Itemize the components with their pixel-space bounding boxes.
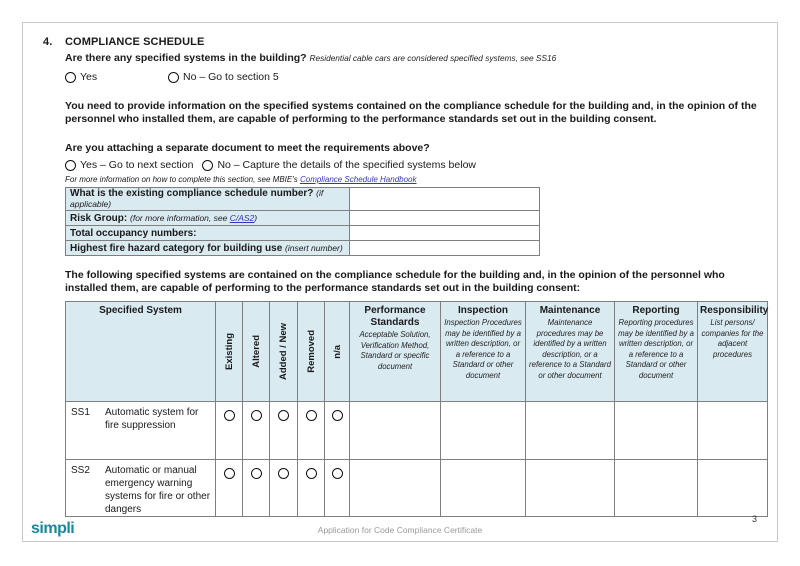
col-responsibility: Responsibility List persons/ companies for the adjacent procedures	[698, 302, 768, 402]
risk-group-field[interactable]	[350, 211, 540, 226]
ss2-na-radio[interactable]	[325, 460, 350, 517]
section-title: COMPLIANCE SCHEDULE	[65, 36, 205, 48]
col-added-new: Added / New	[270, 302, 298, 402]
section-heading	[43, 36, 777, 48]
q2-option-no[interactable]	[202, 159, 476, 171]
ss2-inspection-field[interactable]	[441, 460, 526, 517]
question-attaching-document: Are you attaching a separate document to meet the requirements above?	[65, 142, 430, 154]
ss2-responsibility-field[interactable]	[698, 460, 768, 517]
radio-icon[interactable]	[278, 468, 289, 479]
ss1-added-new-radio[interactable]	[270, 402, 298, 460]
row-label: Total occupancy numbers:	[70, 227, 197, 239]
col-specified-system: Specified System	[66, 302, 216, 402]
compliance-details-table	[65, 187, 540, 256]
specified-systems-table	[65, 301, 768, 517]
radio-icon[interactable]	[332, 468, 343, 479]
radio-icon[interactable]	[278, 410, 289, 421]
intro-paragraph: You need to provide information on the specified systems contained on the compliance schedule for the building and, in the opinion of the personnel who installed them, are capable of performing to the performance standards set out in the building consent.	[65, 100, 757, 125]
info-note-text: For more information on how to complete this section, see MBIE's	[65, 175, 300, 184]
ss2-maintenance-field[interactable]	[526, 460, 615, 517]
ss2-code: SS2	[71, 465, 90, 476]
ss1-responsibility-field[interactable]	[698, 402, 768, 460]
q1-options	[65, 71, 777, 83]
row-label: What is the existing compliance schedule number?	[70, 188, 314, 199]
col-na: n/a	[325, 302, 350, 402]
col-existing: Existing	[216, 302, 243, 402]
form-page	[22, 22, 778, 542]
table-row	[66, 241, 540, 256]
question-note: Residential cable cars are considered specified systems, see SS16	[309, 53, 557, 63]
q2-no-label: No – Capture the details of the specified systems below	[217, 159, 476, 171]
mbie-info-note	[65, 175, 777, 184]
col-performance-standards: Performance Standards Acceptable Solution, Verification Method, Standard or specific document	[350, 302, 441, 402]
row-note: (for more information, see	[130, 212, 230, 223]
table-header-row	[66, 302, 768, 402]
section-number: 4.	[43, 36, 53, 48]
radio-icon[interactable]	[306, 410, 317, 421]
col-altered: Altered	[243, 302, 270, 402]
q2-option-yes[interactable]	[65, 159, 193, 171]
total-occupancy-label	[66, 226, 350, 241]
ss2-existing-radio[interactable]	[216, 460, 243, 517]
total-occupancy-field[interactable]	[350, 226, 540, 241]
row-note: (if applicable)	[70, 188, 324, 209]
radio-icon[interactable]	[251, 410, 262, 421]
fire-hazard-category-label	[66, 241, 350, 256]
radio-icon[interactable]	[224, 410, 235, 421]
ss1-maintenance-field[interactable]	[526, 402, 615, 460]
ss1-inspection-field[interactable]	[441, 402, 526, 460]
table-row	[66, 226, 540, 241]
existing-schedule-number-field[interactable]	[350, 188, 540, 211]
radio-no-icon[interactable]	[202, 160, 213, 171]
table-row	[66, 211, 540, 226]
footer-document-title: Application for Code Compliance Certificate	[317, 525, 483, 535]
existing-schedule-number-label	[66, 188, 350, 211]
question-text: Are there any specified systems in the building?	[65, 52, 307, 64]
ss2-removed-radio[interactable]	[298, 460, 325, 517]
radio-no-icon[interactable]	[168, 72, 179, 83]
col-maintenance: Maintenance Maintenance procedures may be identified by a written description, or a reference to a Standard or other document	[526, 302, 615, 402]
q2-yes-label: Yes – Go to next section	[80, 159, 194, 171]
table-row-ss1	[66, 402, 768, 460]
ss1-altered-radio[interactable]	[243, 402, 270, 460]
radio-yes-icon[interactable]	[65, 160, 76, 171]
ss1-reporting-field[interactable]	[615, 402, 698, 460]
ss1-na-radio[interactable]	[325, 402, 350, 460]
ss1-name: Automatic system for fire suppression	[105, 407, 199, 431]
compliance-schedule-handbook-link[interactable]: Compliance Schedule Handbook	[299, 175, 417, 184]
ss2-added-new-radio[interactable]	[270, 460, 298, 517]
row-label: Highest fire hazard category for building use	[70, 242, 283, 254]
table-row	[66, 188, 540, 211]
q1-no-label: No – Go to section 5	[183, 71, 279, 83]
radio-icon[interactable]	[251, 468, 262, 479]
col-inspection: Inspection Inspection Procedures may be identified by a written description, or a reference to a Standard or other document	[441, 302, 526, 402]
table-row-ss2	[66, 460, 768, 517]
col-removed: Removed	[298, 302, 325, 402]
q1-option-no[interactable]	[168, 71, 279, 83]
ss1-code: SS1	[71, 407, 90, 418]
ss2-altered-radio[interactable]	[243, 460, 270, 517]
question-specified-systems	[65, 52, 777, 64]
radio-icon[interactable]	[224, 468, 235, 479]
row-note: (insert number)	[285, 242, 343, 253]
ss1-removed-radio[interactable]	[298, 402, 325, 460]
risk-group-label	[66, 211, 350, 226]
ss2-reporting-field[interactable]	[615, 460, 698, 517]
col-reporting: Reporting Reporting procedures may be identified by a written description, or a reference to a Standard or other document	[615, 302, 698, 402]
ss1-label-cell	[66, 402, 216, 460]
row-label: Risk Group:	[70, 212, 128, 224]
ss1-performance-standards-field[interactable]	[350, 402, 441, 460]
q1-option-yes[interactable]	[65, 71, 168, 83]
ss2-performance-standards-field[interactable]	[350, 460, 441, 517]
ss2-name: Automatic or manual emergency warning systems for fire or other dangers	[105, 465, 211, 515]
cas2-link[interactable]: C/AS2	[229, 212, 255, 223]
ss1-existing-radio[interactable]	[216, 402, 243, 460]
simpli-logo: simpli	[31, 520, 75, 537]
radio-icon[interactable]	[332, 410, 343, 421]
ss2-label-cell	[66, 460, 216, 517]
q2-options	[65, 159, 777, 171]
page-number: 3	[751, 514, 757, 524]
fire-hazard-category-field[interactable]	[350, 241, 540, 256]
radio-yes-icon[interactable]	[65, 72, 76, 83]
radio-icon[interactable]	[306, 468, 317, 479]
systems-intro-paragraph: The following specified systems are contained on the compliance schedule for the building and, in the opinion of the personnel who installed them, are capable of performing to the performance standards set out in the building consent:	[65, 269, 725, 294]
row-note-suffix: )	[254, 212, 258, 223]
q1-yes-label: Yes	[80, 71, 98, 83]
